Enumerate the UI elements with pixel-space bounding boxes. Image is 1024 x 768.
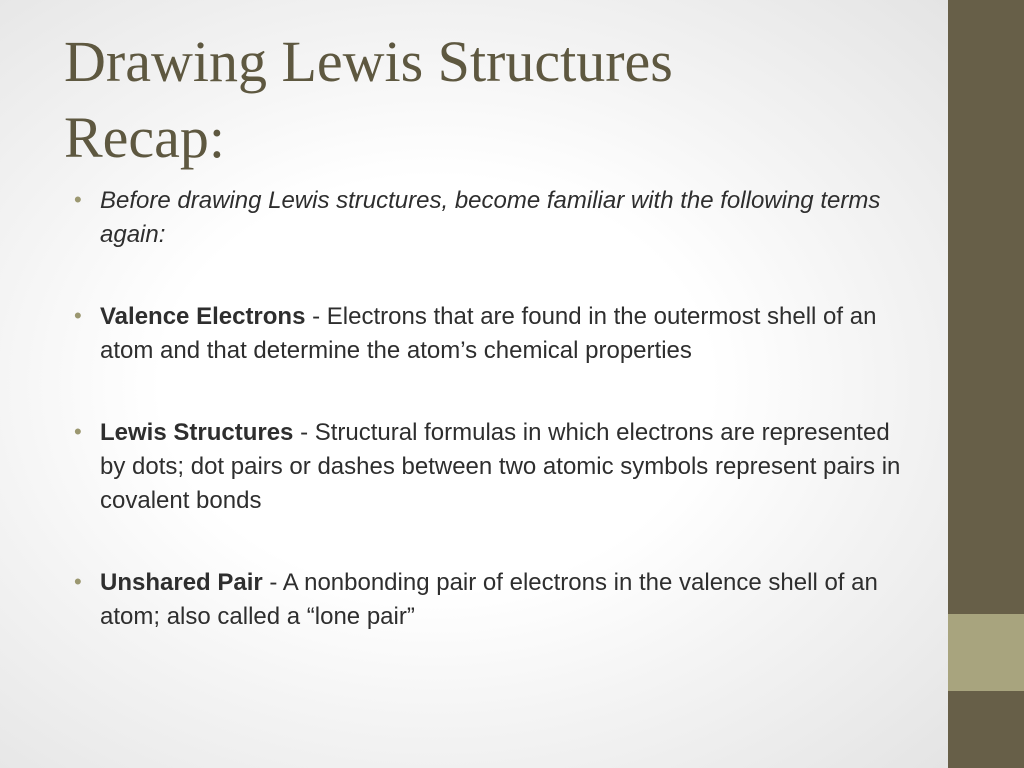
list-item-unshared-pair — [74, 566, 904, 634]
definition-lewis-structures: - Structural formulas in which electrons are represented by dots; dot pairs or dashes between two atomic symbols represent pairs in covalent bonds — [100, 419, 901, 514]
slide-title-line-1: Drawing Lewis Structures — [64, 29, 673, 94]
term-valence-electrons: Valence Electrons — [100, 303, 306, 330]
list-item-valence-electrons — [74, 300, 904, 368]
bullet-icon: • — [74, 419, 82, 444]
bullet-icon: • — [74, 569, 82, 594]
side-accent-block — [948, 614, 1024, 691]
term-lewis-structures: Lewis Structures — [100, 419, 294, 446]
list-item-lewis-structures — [74, 416, 904, 518]
slide-title-line-2: Recap: — [64, 105, 226, 170]
bullet-icon: • — [74, 187, 82, 212]
definition-unshared-pair: - A nonbonding pair of electrons in the valence shell of an atom; also called a “lone pair” — [100, 569, 878, 630]
intro-text: Before drawing Lewis structures, become familiar with the following terms again: — [100, 187, 881, 248]
term-unshared-pair: Unshared Pair — [100, 569, 263, 596]
list-item-intro — [74, 184, 904, 252]
slide-title — [64, 24, 924, 176]
bullet-list — [74, 184, 904, 682]
definition-valence-electrons: - Electrons that are found in the outermost shell of an atom and that determine the atom’s chemical properties — [100, 303, 877, 364]
bullet-icon: • — [74, 303, 82, 328]
